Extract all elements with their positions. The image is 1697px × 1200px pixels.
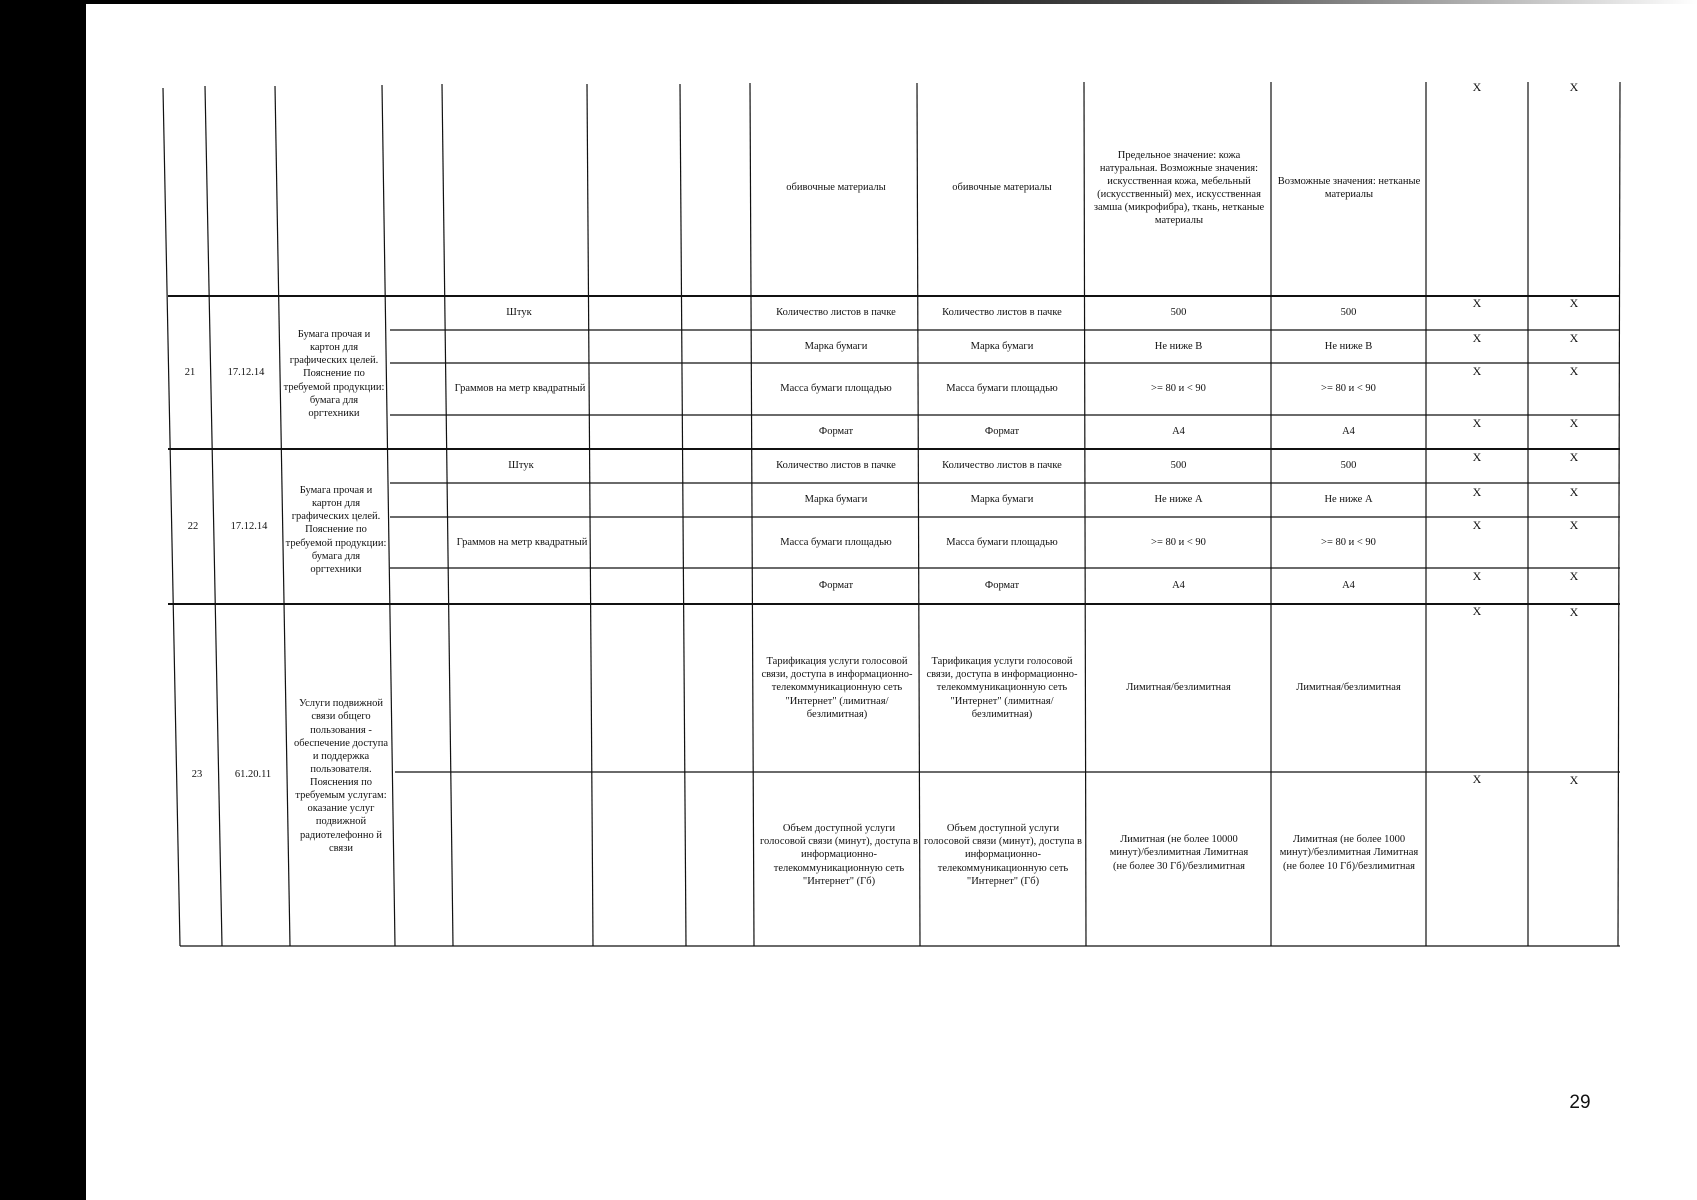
- row-22-code: 17.12.14: [230, 520, 268, 532]
- row-22-3-value: >= 80 и < 90: [1151, 536, 1206, 548]
- row-21-3-value: >= 80 и < 90: [1151, 383, 1206, 395]
- row-21-2-x-mark-1: X: [1472, 331, 1482, 345]
- row-22-3-x-mark-1: X: [1472, 518, 1482, 532]
- top-cell-limit-value: Предельное значение: кожа натуральная. Возможные значения: искусственная кожа, мебельный (искусственный) мех, искусственная замша (микрофибра), ткань, нетканые материалы: [1093, 149, 1265, 227]
- row-22-number: 22: [187, 520, 199, 532]
- row-22-4-characteristic: Формат: [818, 580, 854, 592]
- row-21-3-x-mark-2: X: [1569, 364, 1579, 378]
- row-21-4-characteristic-approved: Формат: [984, 426, 1020, 438]
- row-21-1-unit: Штук: [506, 307, 532, 319]
- row-21-4-value-approved: А4: [1342, 426, 1355, 438]
- row-22-4-value: А4: [1172, 580, 1185, 592]
- page-number: 29: [1569, 1092, 1591, 1113]
- row-22-2-value-approved: Не ниже А: [1324, 494, 1373, 506]
- row-22-3-characteristic: Масса бумаги площадью: [780, 536, 892, 548]
- row-22-3-value-approved: >= 80 и < 90: [1321, 536, 1376, 548]
- row-21-3-characteristic: Масса бумаги площадью: [780, 383, 892, 395]
- row-23-2-characteristic: Объем доступной услуги голосовой связи (минут), доступа в информационно-телекоммуникационную сеть "Интернет" (Гб): [760, 823, 918, 887]
- row-23-2-value-approved: Лимитная (не более 1000 минут)/безлимитная Лимитная (не более 10 Гб)/безлимитная: [1279, 834, 1419, 872]
- top-cell-characteristic: обивочные материалы: [786, 182, 886, 194]
- row-22-2-characteristic-approved: Марка бумаги: [970, 494, 1034, 506]
- row-23-2-characteristic-approved: Объем доступной услуги голосовой связи (минут), доступа в информационно-телекоммуникационную сеть "Интернет" (Гб): [924, 823, 1082, 887]
- row-21-number: 21: [184, 366, 196, 378]
- row-22-1-value: 500: [1170, 460, 1187, 472]
- row-22-2-x-mark-1: X: [1472, 485, 1482, 499]
- row-23-2-x-mark-2: X: [1569, 773, 1579, 787]
- row-21-3-characteristic-approved: Масса бумаги площадью: [946, 383, 1058, 395]
- row-21-4-value: А4: [1172, 426, 1185, 438]
- row-21-2-value-approved: Не ниже В: [1324, 340, 1373, 352]
- row-22-2-value: Не ниже А: [1154, 494, 1203, 506]
- row-21-2-characteristic-approved: Марка бумаги: [970, 340, 1034, 352]
- row-22-4-value-approved: А4: [1342, 580, 1355, 592]
- row-23-1-characteristic: Тарификация услуги голосовой связи, доступа в информационно-телекоммуникационную сеть "Интернет" (лимитная/безлимитная): [761, 656, 913, 720]
- row-23-1-value-approved: Лимитная/безлимитная: [1296, 682, 1401, 694]
- row-22-1-characteristic-approved: Количество листов в пачке: [942, 460, 1062, 472]
- top-cell-characteristic-approved: обивочные материалы: [952, 182, 1052, 194]
- row-21-1-value: 500: [1170, 307, 1187, 319]
- row-22-3-unit: Граммов на метр квадратный: [456, 537, 588, 549]
- row-21-2-x-mark-2: X: [1569, 331, 1579, 345]
- row-21-4-x-mark-1: X: [1472, 416, 1482, 430]
- row-23-2-value: Лимитная (не более 10000 минут)/безлимитная Лимитная (не более 30 Гб)/безлимитная: [1109, 834, 1249, 872]
- row-22-3-x-mark-2: X: [1569, 518, 1579, 532]
- row-23-2-x-mark-1: X: [1472, 772, 1482, 786]
- row-21-1-characteristic: Количество листов в пачке: [776, 307, 896, 319]
- row-22-2-characteristic: Марка бумаги: [804, 494, 868, 506]
- row-22-1-x-mark-1: X: [1472, 450, 1482, 464]
- row-21-1-x-mark-1: X: [1472, 296, 1482, 310]
- row-23-1-value: Лимитная/безлимитная: [1126, 682, 1231, 694]
- row-22-product-name: Бумага прочая и картон для графических целей. Пояснение по требуемой продукции: бумага для оргтехники: [285, 485, 387, 575]
- row-21-product-name: Бумага прочая и картон для графических целей. Пояснение по требуемой продукции: бумага для оргтехники: [283, 329, 385, 419]
- row-21-3-x-mark-1: X: [1472, 364, 1482, 378]
- row-21-3-value-approved: >= 80 и < 90: [1321, 383, 1376, 395]
- row-21-1-x-mark-2: X: [1569, 296, 1579, 310]
- row-21-2-characteristic: Марка бумаги: [804, 340, 868, 352]
- row-22-1-characteristic: Количество листов в пачке: [776, 460, 896, 472]
- row-22-4-characteristic-approved: Формат: [984, 580, 1020, 592]
- row-23-1-x-mark-1: X: [1472, 604, 1482, 618]
- row-21-code: 17.12.14: [227, 366, 265, 378]
- row-22-2-x-mark-2: X: [1569, 485, 1579, 499]
- row-21-1-characteristic-approved: Количество листов в пачке: [942, 307, 1062, 319]
- row-21-1-value-approved: 500: [1340, 307, 1357, 319]
- row-23-1-x-mark-2: X: [1569, 605, 1579, 619]
- row-22-4-x-mark-1: X: [1472, 569, 1482, 583]
- row-23-number: 23: [191, 769, 203, 781]
- row-23-code: 61.20.11: [234, 769, 272, 781]
- row-21-3-unit: Граммов на метр квадратный: [454, 383, 586, 395]
- row-23-1-characteristic-approved: Тарификация услуги голосовой связи, доступа в информационно-телекоммуникационную сеть "Интернет" (лимитная/безлимитная): [926, 656, 1078, 720]
- row-21-4-characteristic: Формат: [818, 426, 854, 438]
- row-23-service-name: Услуги подвижной связи общего пользования - обеспечение доступа и поддержка пользователя. Пояснения по требуемым услугам: оказание услуг подвижной радиотелефонно й связи: [293, 698, 388, 854]
- row-22-4-x-mark-2: X: [1569, 569, 1579, 583]
- top-cell-possible-values: Возможные значения: нетканые материалы: [1277, 175, 1421, 200]
- top-x-mark-2: X: [1569, 80, 1579, 94]
- top-x-mark-1: X: [1472, 80, 1482, 94]
- row-22-1-value-approved: 500: [1340, 460, 1357, 472]
- row-22-1-unit: Штук: [508, 460, 534, 472]
- row-21-4-x-mark-2: X: [1569, 416, 1579, 430]
- row-22-3-characteristic-approved: Масса бумаги площадью: [946, 536, 1058, 548]
- row-21-2-value: Не ниже В: [1154, 340, 1203, 352]
- row-22-1-x-mark-2: X: [1569, 450, 1579, 464]
